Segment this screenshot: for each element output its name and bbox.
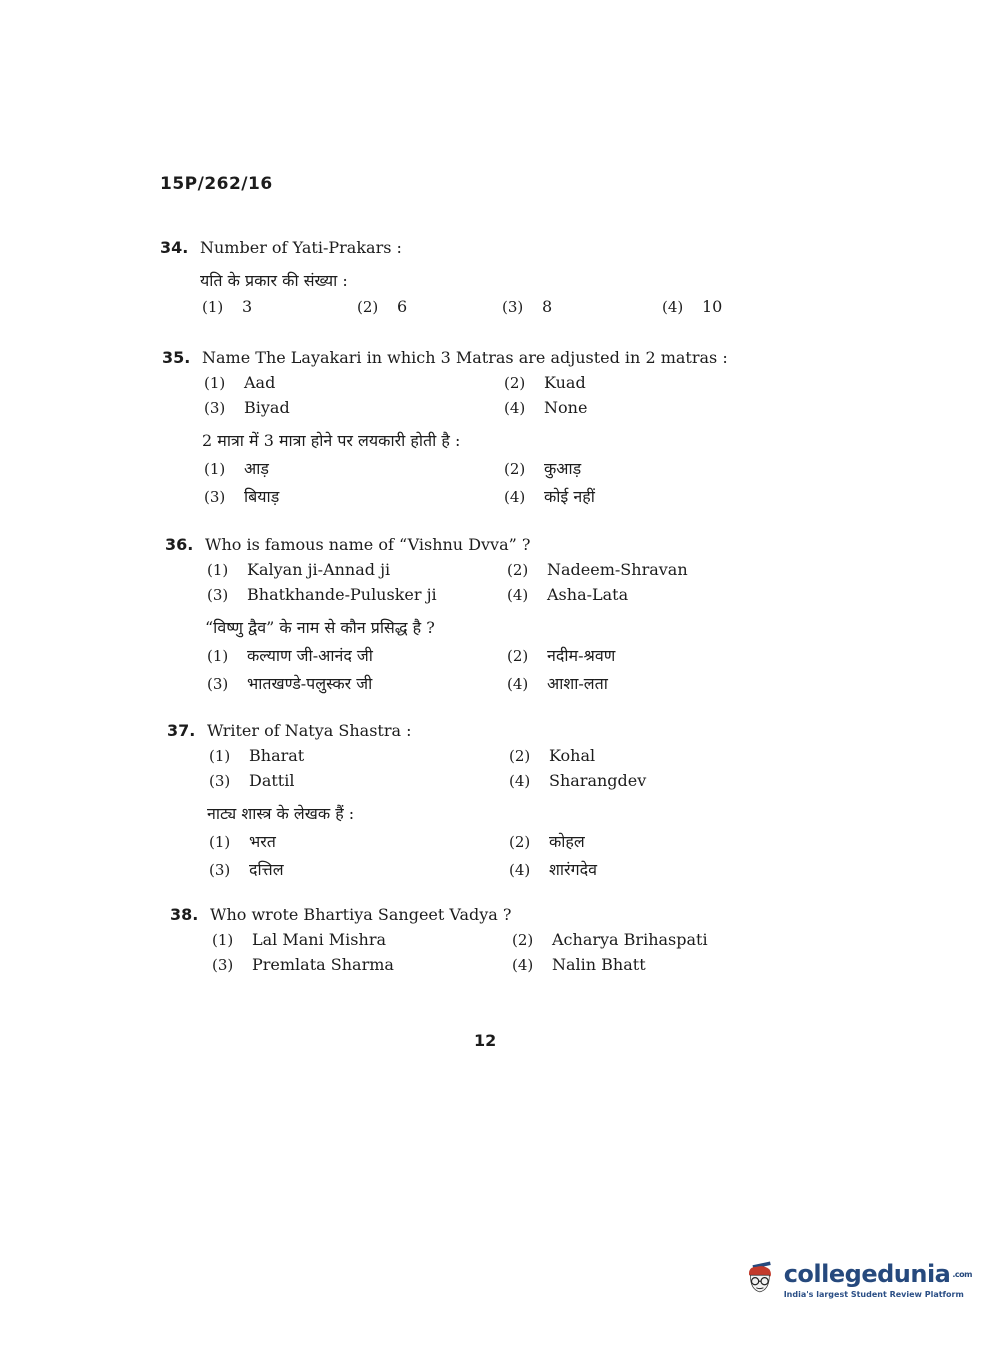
hindi-options xyxy=(207,644,765,694)
hindi-option-3 xyxy=(204,485,504,507)
option-text: आड़ xyxy=(244,459,269,478)
option-number: (4) xyxy=(512,956,534,974)
option-number: (2) xyxy=(509,833,531,851)
option-number: (1) xyxy=(209,747,231,765)
hindi-option-4 xyxy=(504,485,744,507)
student-mascot-icon xyxy=(742,1250,778,1310)
option-text: None xyxy=(544,398,588,417)
option-number: (1) xyxy=(204,374,226,392)
question-number: 36. xyxy=(165,535,194,554)
option-3 xyxy=(204,398,504,417)
question-text: Who is famous name of “Vishnu Dvva” ? xyxy=(205,535,531,554)
option-text: आशा-लता xyxy=(547,674,608,693)
question-number: 38. xyxy=(170,905,199,924)
hindi-option-4 xyxy=(509,858,749,880)
option-2 xyxy=(507,560,747,579)
option-number: (1) xyxy=(202,298,224,316)
hindi-options xyxy=(209,830,767,880)
option-number: (4) xyxy=(504,488,526,506)
option-text: भरत xyxy=(249,832,276,851)
option-3 xyxy=(209,771,509,790)
option-text: Biyad xyxy=(244,398,290,417)
question-number: 34. xyxy=(160,238,189,257)
hindi-option-4 xyxy=(507,672,747,694)
option-text: कोई नहीं xyxy=(544,487,595,506)
option-1 xyxy=(212,930,512,949)
option-text: Acharya Brihaspati xyxy=(552,930,708,949)
option-number: (3) xyxy=(502,298,524,316)
option-number: (3) xyxy=(207,675,229,693)
options-row xyxy=(202,297,760,316)
option-number: (3) xyxy=(209,861,231,879)
option-3 xyxy=(502,297,662,316)
logo-domain-suffix: .com xyxy=(952,1270,972,1279)
english-options xyxy=(204,373,762,417)
hindi-option-2 xyxy=(507,644,747,666)
option-text: Lal Mani Mishra xyxy=(252,930,386,949)
hindi-option-2 xyxy=(509,830,749,852)
question-text: Name The Layakari in which 3 Matras are adjusted in 2 matras : xyxy=(202,348,728,367)
question-text: Who wrote Bhartiya Sangeet Vadya ? xyxy=(210,905,512,924)
option-number: (2) xyxy=(504,460,526,478)
option-number: (3) xyxy=(204,399,226,417)
logo-tagline: India's largest Student Review Platform xyxy=(783,1290,964,1299)
option-2 xyxy=(512,930,752,949)
option-number: (2) xyxy=(357,298,379,316)
option-text: Dattil xyxy=(249,771,295,790)
option-number: (4) xyxy=(507,586,529,604)
option-number: (4) xyxy=(509,772,531,790)
option-text: 3 xyxy=(242,297,253,316)
option-text: Nadeem-Shravan xyxy=(547,560,688,579)
option-3 xyxy=(207,585,507,604)
option-4 xyxy=(662,297,762,316)
question-number: 37. xyxy=(167,721,196,740)
hindi-option-1 xyxy=(209,830,509,852)
option-number: (2) xyxy=(509,747,531,765)
option-text: Premlata Sharma xyxy=(252,955,394,974)
option-text: कोहल xyxy=(549,832,585,851)
option-2 xyxy=(509,746,749,765)
option-text: बियाड़ xyxy=(244,487,280,506)
option-number: (1) xyxy=(207,561,229,579)
logo-name: collegedunia xyxy=(783,1260,951,1288)
option-number: (4) xyxy=(507,675,529,693)
option-text: Kohal xyxy=(549,746,596,765)
option-text: भातखण्डे-पलुस्कर जी xyxy=(247,674,373,693)
question-text: Writer of Natya Shastra : xyxy=(207,721,412,740)
option-number: (2) xyxy=(507,647,529,665)
option-2 xyxy=(504,373,744,392)
option-text: Aad xyxy=(244,373,276,392)
option-number: (3) xyxy=(207,586,229,604)
option-text: Nalin Bhatt xyxy=(552,955,646,974)
option-4 xyxy=(507,585,747,604)
option-number: (1) xyxy=(207,647,229,665)
question-hindi-text: “विष्णु द्वैव” के नाम से कौन प्रसिद्ध है ? xyxy=(205,618,435,637)
question-number: 35. xyxy=(162,348,191,367)
option-text: Bharat xyxy=(249,746,305,765)
option-1 xyxy=(202,297,357,316)
option-4 xyxy=(512,955,752,974)
option-1 xyxy=(207,560,507,579)
option-number: (4) xyxy=(509,861,531,879)
hindi-options xyxy=(204,457,762,507)
option-text: Asha-Lata xyxy=(547,585,629,604)
option-number: (1) xyxy=(204,460,226,478)
option-text: Kuad xyxy=(544,373,586,392)
question-37 xyxy=(167,721,767,880)
option-text: 6 xyxy=(397,297,408,316)
option-number: (2) xyxy=(512,931,534,949)
option-number: (3) xyxy=(209,772,231,790)
option-text: 10 xyxy=(702,297,723,316)
option-text: Kalyan ji-Annad ji xyxy=(247,560,391,579)
option-1 xyxy=(204,373,504,392)
english-options xyxy=(209,746,767,790)
hindi-option-3 xyxy=(209,858,509,880)
option-number: (3) xyxy=(212,956,234,974)
hindi-option-2 xyxy=(504,457,744,479)
hindi-option-1 xyxy=(204,457,504,479)
option-text: Sharangdev xyxy=(549,771,647,790)
option-number: (1) xyxy=(209,833,231,851)
option-text: दत्तिल xyxy=(249,860,284,879)
question-hindi-text: 2 मात्रा में 3 मात्रा होने पर लयकारी होती है : xyxy=(202,431,461,450)
paper-code: 15P/262/16 xyxy=(160,174,273,194)
option-number: (4) xyxy=(504,399,526,417)
hindi-option-3 xyxy=(207,672,507,694)
collegedunia-logo xyxy=(742,1250,972,1310)
question-35 xyxy=(162,348,762,507)
option-number: (2) xyxy=(504,374,526,392)
option-text: कुआड़ xyxy=(544,459,582,478)
question-text: Number of Yati-Prakars : xyxy=(200,238,402,257)
question-hindi-text: नाट्य शास्त्र के लेखक हैं : xyxy=(207,804,355,823)
option-1 xyxy=(209,746,509,765)
option-number: (2) xyxy=(507,561,529,579)
question-38 xyxy=(170,905,770,974)
option-number: (1) xyxy=(212,931,234,949)
option-4 xyxy=(509,771,749,790)
question-hindi-text: यति के प्रकार की संख्या : xyxy=(200,271,348,290)
option-text: कल्याण जी-आनंद जी xyxy=(247,646,373,665)
english-options xyxy=(207,560,765,604)
page-number: 12 xyxy=(474,1031,497,1050)
option-text: नदीम-श्रवण xyxy=(547,646,616,665)
question-34 xyxy=(160,238,760,316)
option-3 xyxy=(212,955,512,974)
option-text: Bhatkhande-Pulusker ji xyxy=(247,585,437,604)
hindi-option-1 xyxy=(207,644,507,666)
english-options xyxy=(212,930,770,974)
option-text: 8 xyxy=(542,297,553,316)
option-number: (4) xyxy=(662,298,684,316)
option-2 xyxy=(357,297,502,316)
option-number: (3) xyxy=(204,488,226,506)
question-36 xyxy=(165,535,765,694)
option-text: शारंगदेव xyxy=(549,860,597,879)
option-4 xyxy=(504,398,744,417)
